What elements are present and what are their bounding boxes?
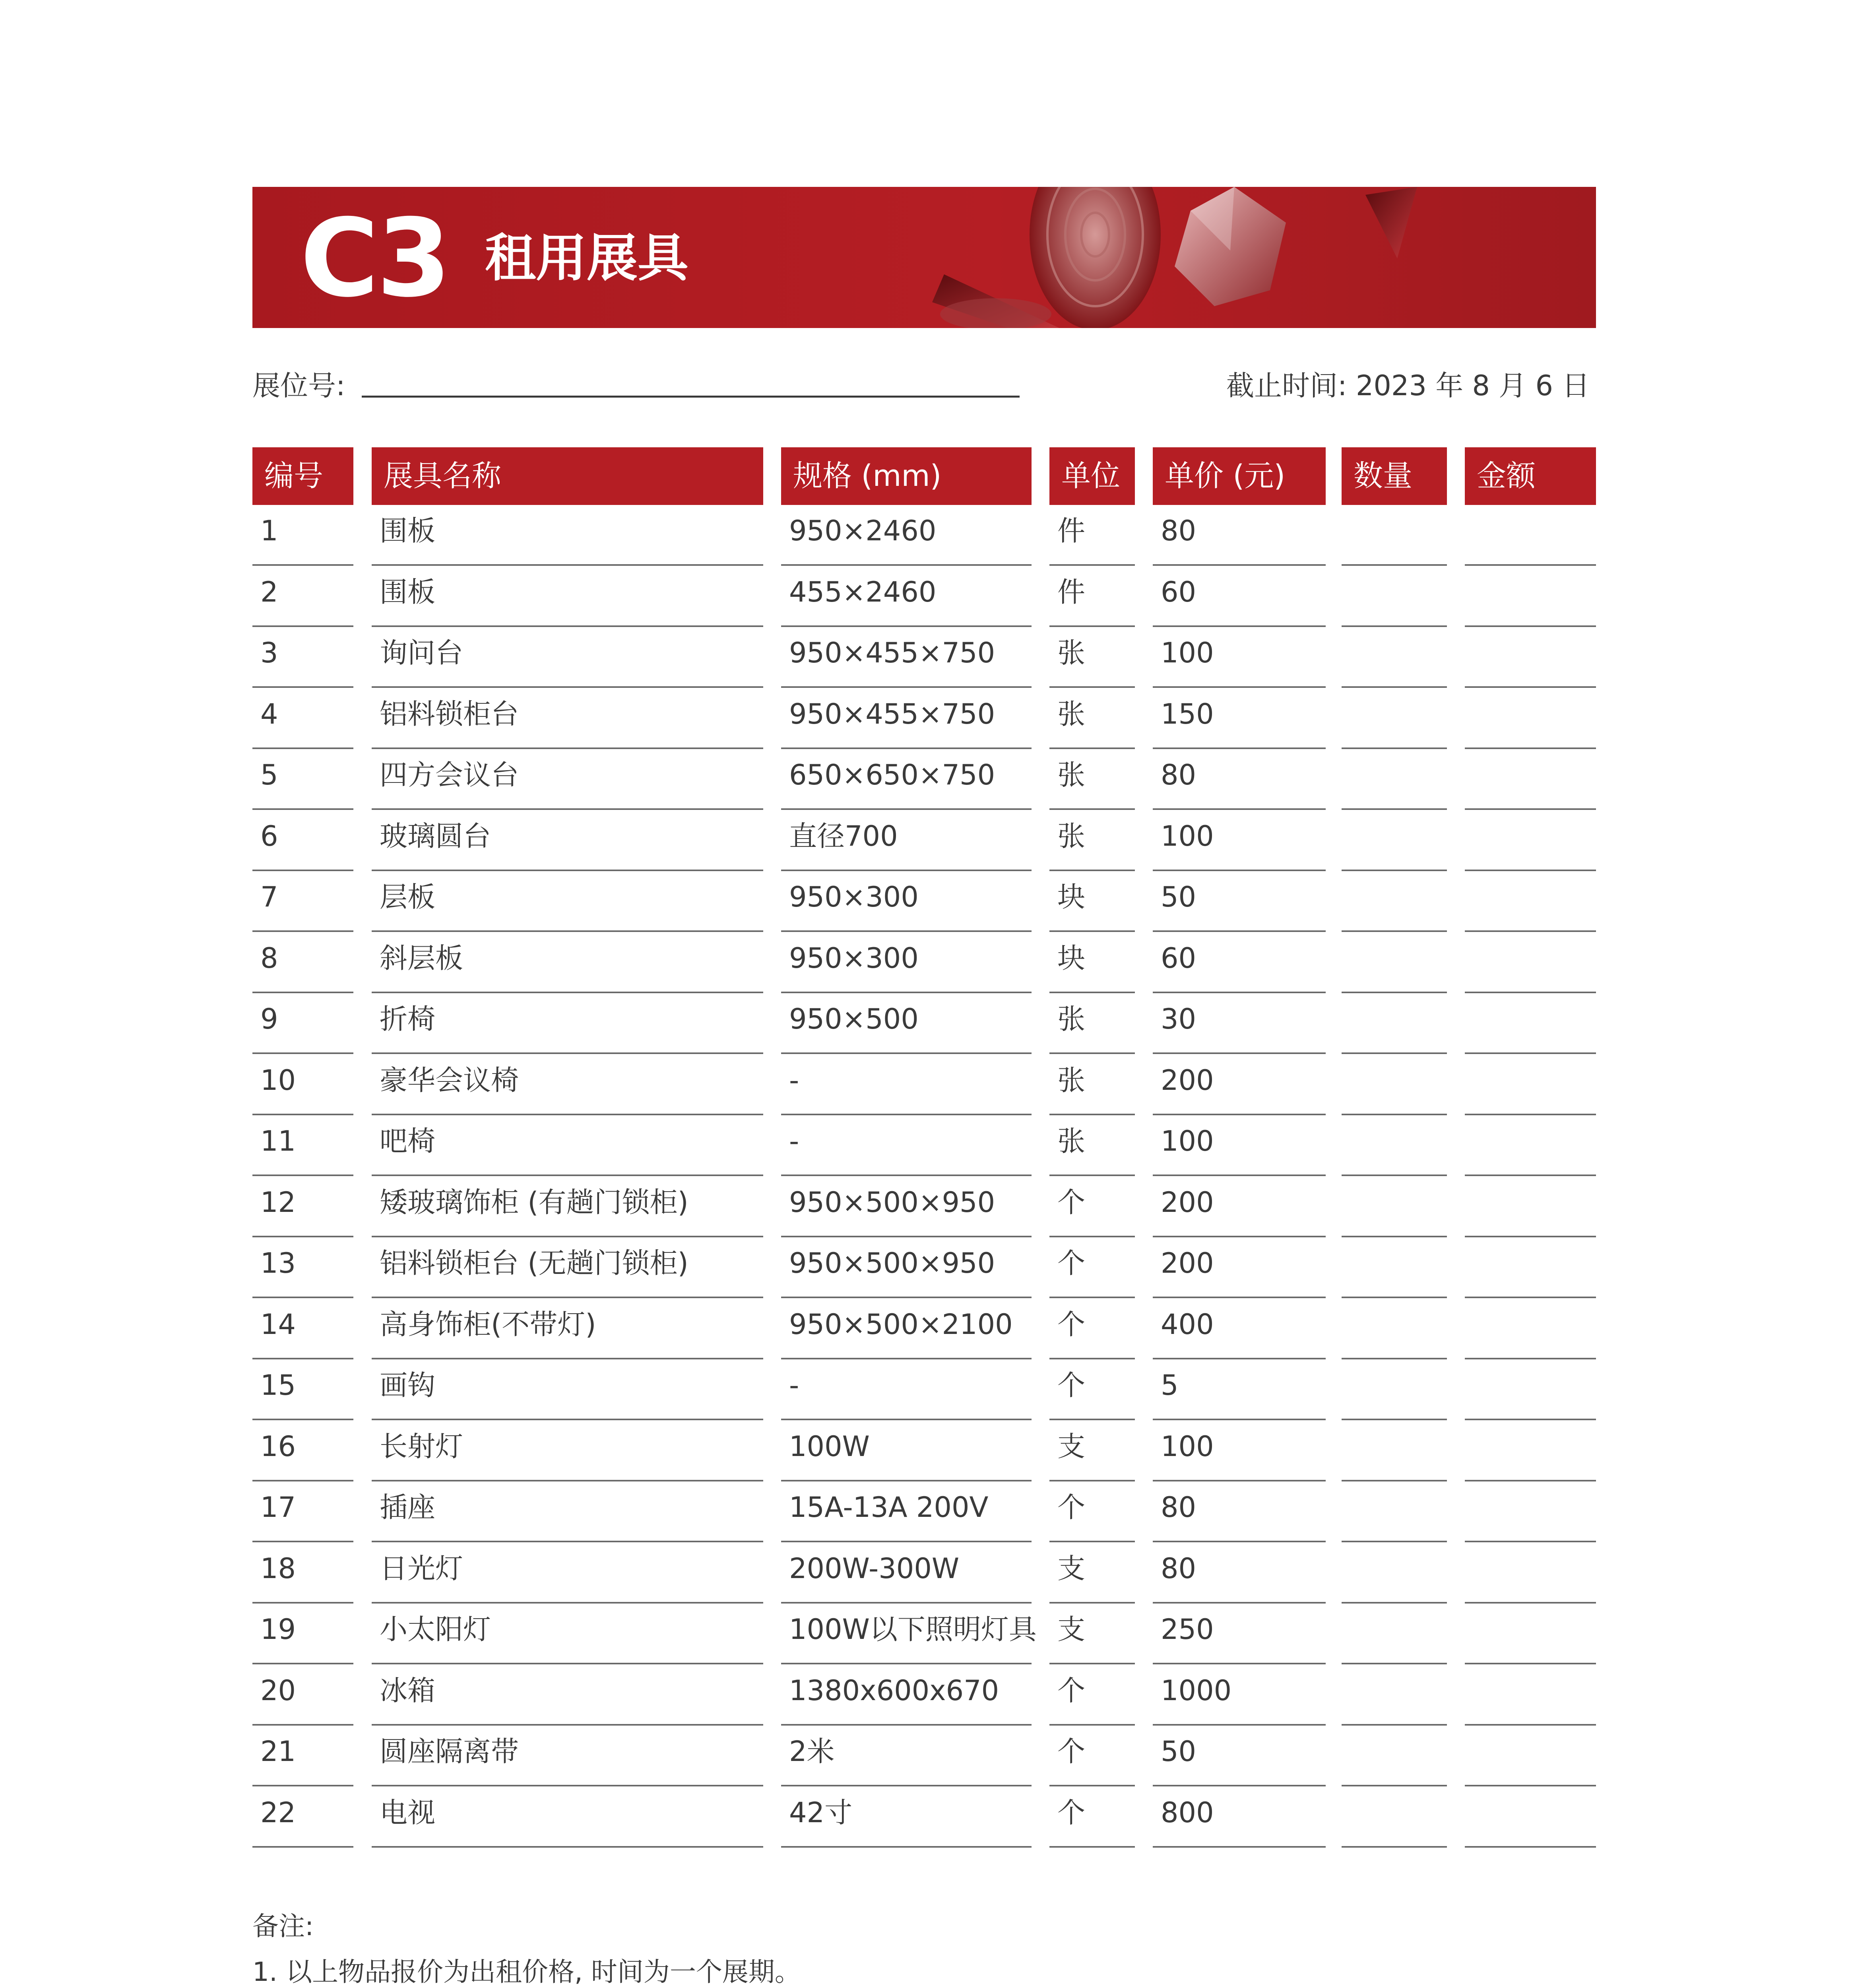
cell-spec: - — [781, 1359, 1032, 1420]
cell-unit: 个 — [1049, 1665, 1135, 1726]
cell-unit: 张 — [1049, 688, 1135, 749]
cell-unit: 个 — [1049, 1726, 1135, 1786]
cell-name: 电视 — [372, 1787, 763, 1848]
cell-spec: 1380x600x670 — [781, 1665, 1032, 1726]
cell-price: 200 — [1153, 1237, 1326, 1298]
cell-spec: 100W以下照明灯具 — [781, 1604, 1032, 1664]
cell-name: 层板 — [372, 871, 763, 932]
section-title: 租用展具 — [485, 229, 689, 288]
cell-price: 80 — [1153, 1481, 1326, 1542]
cell-spec: 950×2460 — [781, 505, 1032, 566]
note-item: 1. 以上物品报价为出租价格, 时间为一个展期。 — [252, 1957, 801, 1987]
cell-amount[interactable] — [1465, 1787, 1596, 1848]
cell-number: 19 — [252, 1604, 353, 1664]
cell-price: 50 — [1153, 871, 1326, 932]
cell-spec: 950×300 — [781, 932, 1032, 993]
cell-quantity[interactable] — [1342, 688, 1447, 749]
cell-amount[interactable] — [1465, 1359, 1596, 1420]
cell-amount[interactable] — [1465, 1726, 1596, 1786]
cell-unit: 个 — [1049, 1481, 1135, 1542]
cell-amount[interactable] — [1465, 1299, 1596, 1359]
cell-name: 插座 — [372, 1481, 763, 1542]
cell-price: 800 — [1153, 1787, 1326, 1848]
col-header-spec: 规格 (mm) — [781, 447, 1032, 505]
cell-unit: 个 — [1049, 1299, 1135, 1359]
cell-unit: 张 — [1049, 749, 1135, 810]
cell-unit: 张 — [1049, 1115, 1135, 1176]
cell-price: 250 — [1153, 1604, 1326, 1664]
cell-number: 15 — [252, 1359, 353, 1420]
cell-name: 圆座隔离带 — [372, 1726, 763, 1786]
cell-number: 20 — [252, 1665, 353, 1726]
cell-price: 100 — [1153, 627, 1326, 688]
cell-amount[interactable] — [1465, 1421, 1596, 1481]
cell-number: 7 — [252, 871, 353, 932]
cell-spec: 950×500×950 — [781, 1176, 1032, 1237]
cell-quantity[interactable] — [1342, 1359, 1447, 1420]
cell-amount[interactable] — [1465, 1665, 1596, 1726]
cell-number: 6 — [252, 810, 353, 871]
cell-number: 12 — [252, 1176, 353, 1237]
cell-amount[interactable] — [1465, 505, 1596, 566]
cell-quantity[interactable] — [1342, 1787, 1447, 1848]
cell-unit: 支 — [1049, 1543, 1135, 1604]
cell-amount[interactable] — [1465, 688, 1596, 749]
cell-number: 2 — [252, 566, 353, 627]
cell-spec: - — [781, 1115, 1032, 1176]
cell-price: 60 — [1153, 566, 1326, 627]
cell-number: 10 — [252, 1054, 353, 1115]
cell-name: 折椅 — [372, 993, 763, 1054]
cell-spec: 200W-300W — [781, 1543, 1032, 1604]
cell-name: 吧椅 — [372, 1115, 763, 1176]
cell-price: 1000 — [1153, 1665, 1326, 1726]
notes-title: 备注: — [252, 1911, 314, 1941]
cell-name: 小太阳灯 — [372, 1604, 763, 1664]
cell-amount[interactable] — [1465, 566, 1596, 627]
cell-amount[interactable] — [1465, 1115, 1596, 1176]
cell-unit: 张 — [1049, 993, 1135, 1054]
cell-unit: 支 — [1049, 1604, 1135, 1664]
col-header-unit: 单位 — [1049, 447, 1135, 505]
cell-quantity[interactable] — [1342, 1665, 1447, 1726]
cell-spec: 950×455×750 — [781, 627, 1032, 688]
cell-price: 80 — [1153, 749, 1326, 810]
cell-number: 11 — [252, 1115, 353, 1176]
cell-unit: 个 — [1049, 1237, 1135, 1298]
cell-price: 80 — [1153, 1543, 1326, 1604]
cell-quantity[interactable] — [1342, 993, 1447, 1054]
cell-unit: 块 — [1049, 871, 1135, 932]
cell-number: 8 — [252, 932, 353, 993]
booth-label: 展位号: — [252, 369, 345, 402]
cell-price: 5 — [1153, 1359, 1326, 1420]
cell-name: 画钩 — [372, 1359, 763, 1420]
cell-number: 22 — [252, 1787, 353, 1848]
cell-amount[interactable] — [1465, 1237, 1596, 1298]
cell-quantity[interactable] — [1342, 1543, 1447, 1604]
cell-unit: 张 — [1049, 627, 1135, 688]
cell-name: 询问台 — [372, 627, 763, 688]
cell-quantity[interactable] — [1342, 1421, 1447, 1481]
cell-spec: 2米 — [781, 1726, 1032, 1786]
booth-number-field[interactable] — [362, 396, 1020, 398]
cell-spec: 455×2460 — [781, 566, 1032, 627]
cell-unit: 支 — [1049, 1421, 1135, 1481]
cell-number: 14 — [252, 1299, 353, 1359]
cell-amount[interactable] — [1465, 1054, 1596, 1115]
cell-number: 3 — [252, 627, 353, 688]
section-code: C3 — [300, 196, 449, 321]
cell-name: 斜层板 — [372, 932, 763, 993]
cell-quantity[interactable] — [1342, 566, 1447, 627]
cell-unit: 张 — [1049, 1054, 1135, 1115]
cell-price: 100 — [1153, 810, 1326, 871]
cell-name: 玻璃圆台 — [372, 810, 763, 871]
cell-spec: 950×300 — [781, 871, 1032, 932]
cell-amount[interactable] — [1465, 993, 1596, 1054]
cell-price: 100 — [1153, 1115, 1326, 1176]
cell-spec: 950×500 — [781, 993, 1032, 1054]
cell-name: 铝料锁柜台 — [372, 688, 763, 749]
cell-price: 400 — [1153, 1299, 1326, 1359]
cell-price: 30 — [1153, 993, 1326, 1054]
col-header-amount: 金额 — [1465, 447, 1596, 505]
cell-quantity[interactable] — [1342, 1604, 1447, 1664]
cell-quantity[interactable] — [1342, 505, 1447, 566]
cell-name: 围板 — [372, 566, 763, 627]
cell-number: 18 — [252, 1543, 353, 1604]
cell-name: 矮玻璃饰柜 (有趟门锁柜) — [372, 1176, 763, 1237]
cell-number: 16 — [252, 1421, 353, 1481]
cell-price: 50 — [1153, 1726, 1326, 1786]
cell-number: 9 — [252, 993, 353, 1054]
cell-unit: 个 — [1049, 1359, 1135, 1420]
cell-unit: 个 — [1049, 1787, 1135, 1848]
cell-quantity[interactable] — [1342, 1299, 1447, 1359]
cell-number: 13 — [252, 1237, 353, 1298]
cell-name: 冰箱 — [372, 1665, 763, 1726]
cell-amount[interactable] — [1465, 932, 1596, 993]
cell-quantity[interactable] — [1342, 810, 1447, 871]
cell-number: 17 — [252, 1481, 353, 1542]
cell-amount[interactable] — [1465, 1543, 1596, 1604]
cell-name: 四方会议台 — [372, 749, 763, 810]
cell-quantity[interactable] — [1342, 1115, 1447, 1176]
cell-number: 4 — [252, 688, 353, 749]
cell-name: 围板 — [372, 505, 763, 566]
cell-price: 200 — [1153, 1176, 1326, 1237]
col-header-quantity: 数量 — [1342, 447, 1447, 505]
cell-unit: 件 — [1049, 505, 1135, 566]
col-header-number: 编号 — [252, 447, 353, 505]
cell-spec: 950×455×750 — [781, 688, 1032, 749]
cell-quantity[interactable] — [1342, 871, 1447, 932]
cell-quantity[interactable] — [1342, 1481, 1447, 1542]
cell-amount[interactable] — [1465, 1176, 1596, 1237]
cell-name: 豪华会议椅 — [372, 1054, 763, 1115]
cell-unit: 件 — [1049, 566, 1135, 627]
section-banner — [252, 187, 1596, 328]
cell-quantity[interactable] — [1342, 1176, 1447, 1237]
cell-price: 80 — [1153, 505, 1326, 566]
banner-decoration — [928, 187, 1596, 328]
cell-spec: 950×500×2100 — [781, 1299, 1032, 1359]
cell-amount[interactable] — [1465, 749, 1596, 810]
cell-spec: 直径700 — [781, 810, 1032, 871]
cell-quantity[interactable] — [1342, 1054, 1447, 1115]
cell-name: 铝料锁柜台 (无趟门锁柜) — [372, 1237, 763, 1298]
cell-spec: 15A-13A 200V — [781, 1481, 1032, 1542]
cell-name: 长射灯 — [372, 1421, 763, 1481]
cell-amount[interactable] — [1465, 1481, 1596, 1542]
cell-spec: 100W — [781, 1421, 1032, 1481]
cell-unit: 张 — [1049, 810, 1135, 871]
cell-quantity[interactable] — [1342, 1237, 1447, 1298]
cell-unit: 个 — [1049, 1176, 1135, 1237]
cell-quantity[interactable] — [1342, 932, 1447, 993]
cell-price: 150 — [1153, 688, 1326, 749]
cell-amount[interactable] — [1465, 810, 1596, 871]
col-header-name: 展具名称 — [372, 447, 763, 505]
cell-quantity[interactable] — [1342, 749, 1447, 810]
cell-spec: 650×650×750 — [781, 749, 1032, 810]
cell-price: 60 — [1153, 932, 1326, 993]
cell-price: 200 — [1153, 1054, 1326, 1115]
deadline-text: 截止时间: 2023 年 8 月 6 日 — [1226, 369, 1590, 402]
cell-name: 高身饰柜(不带灯) — [372, 1299, 763, 1359]
cell-number: 5 — [252, 749, 353, 810]
cell-unit: 块 — [1049, 932, 1135, 993]
cell-spec: - — [781, 1054, 1032, 1115]
cell-quantity[interactable] — [1342, 627, 1447, 688]
cell-number: 1 — [252, 505, 353, 566]
cell-price: 100 — [1153, 1421, 1326, 1481]
cell-amount[interactable] — [1465, 627, 1596, 688]
cell-quantity[interactable] — [1342, 1726, 1447, 1786]
cell-amount[interactable] — [1465, 1604, 1596, 1664]
cell-name: 日光灯 — [372, 1543, 763, 1604]
cell-number: 21 — [252, 1726, 353, 1786]
cell-spec: 950×500×950 — [781, 1237, 1032, 1298]
cell-spec: 42寸 — [781, 1787, 1032, 1848]
col-header-price: 单价 (元) — [1153, 447, 1326, 505]
cell-amount[interactable] — [1465, 871, 1596, 932]
